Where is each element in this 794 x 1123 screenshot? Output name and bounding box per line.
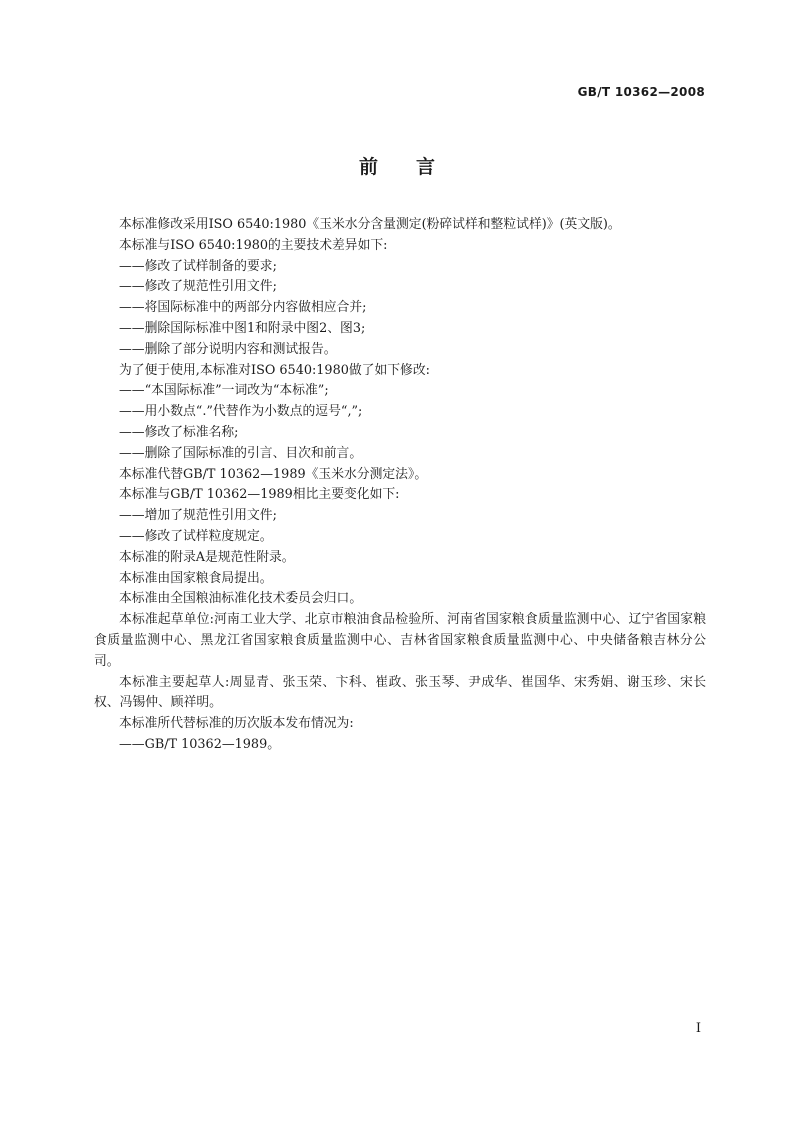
list-item: ——用小数点“.”代替作为小数点的逗号“,”; xyxy=(119,404,363,420)
list-item: ——修改了标准名称; xyxy=(119,424,239,440)
paragraph: 本标准由国家粮食局提出。 xyxy=(119,570,273,586)
list-item: ——将国际标准中的两部分内容做相应合并; xyxy=(119,300,367,316)
list-item: ——删除了国际标准的引言、目次和前言。 xyxy=(119,445,363,461)
paragraph: 本标准修改采用ISO 6540:1980《玉米水分含量测定(粉碎试样和整粒试样)》(英文版)。 xyxy=(119,217,621,232)
paragraph: 为了便于使用,本标准对ISO 6540:1980做了如下修改: xyxy=(119,362,430,378)
paragraph: 本标准所代替标准的历次版本发布情况为: xyxy=(119,716,354,732)
list-item: ——“本国际标准”一词改为“本标准”; xyxy=(119,383,329,399)
paragraph: 本标准与ISO 6540:1980的主要技术差异如下: xyxy=(119,237,388,253)
list-item: ——增加了规范性引用文件; xyxy=(119,508,277,524)
list-item: ——修改了规范性引用文件; xyxy=(119,279,277,295)
paragraph: 本标准与GB/T 10362—1989相比主要变化如下: xyxy=(119,487,400,503)
list-item: ——修改了试样制备的要求; xyxy=(119,258,277,274)
page-title: 前言 xyxy=(358,156,473,178)
paragraph: 本标准由全国粮油标准化技术委员会归口。 xyxy=(119,591,363,607)
standard-code: GB/T 10362—2008 xyxy=(577,85,705,99)
list-item: ——删除了部分说明内容和测试报告。 xyxy=(119,341,337,357)
preface-body xyxy=(94,215,706,756)
paragraph: 本标准主要起草人:周显青、张玉荣、卞科、崔政、张玉琴、尹成华、崔国华、宋秀娟、谢玉珍、宋长权、冯锡仲、顾祥明。 xyxy=(94,674,706,711)
paragraph: 本标准起草单位:河南工业大学、北京市粮油食品检验所、河南省国家粮食质量监测中心、辽宁省国家粮食质量监测中心、黑龙江省国家粮食质量监测中心、吉林省国家粮食质量监测中心、中央储备粮吉林分公司。 xyxy=(94,612,706,669)
list-item: ——修改了试样粒度规定。 xyxy=(119,528,273,544)
list-item: ——删除国际标准中图1和附录中图2、图3; xyxy=(119,320,366,336)
paragraph: 本标准代替GB/T 10362—1989《玉米水分测定法》。 xyxy=(119,466,428,482)
page-number: I xyxy=(695,1021,701,1036)
paragraph: 本标准的附录A是规范性附录。 xyxy=(119,549,295,565)
list-item: ——GB/T 10362—1989。 xyxy=(119,736,281,752)
